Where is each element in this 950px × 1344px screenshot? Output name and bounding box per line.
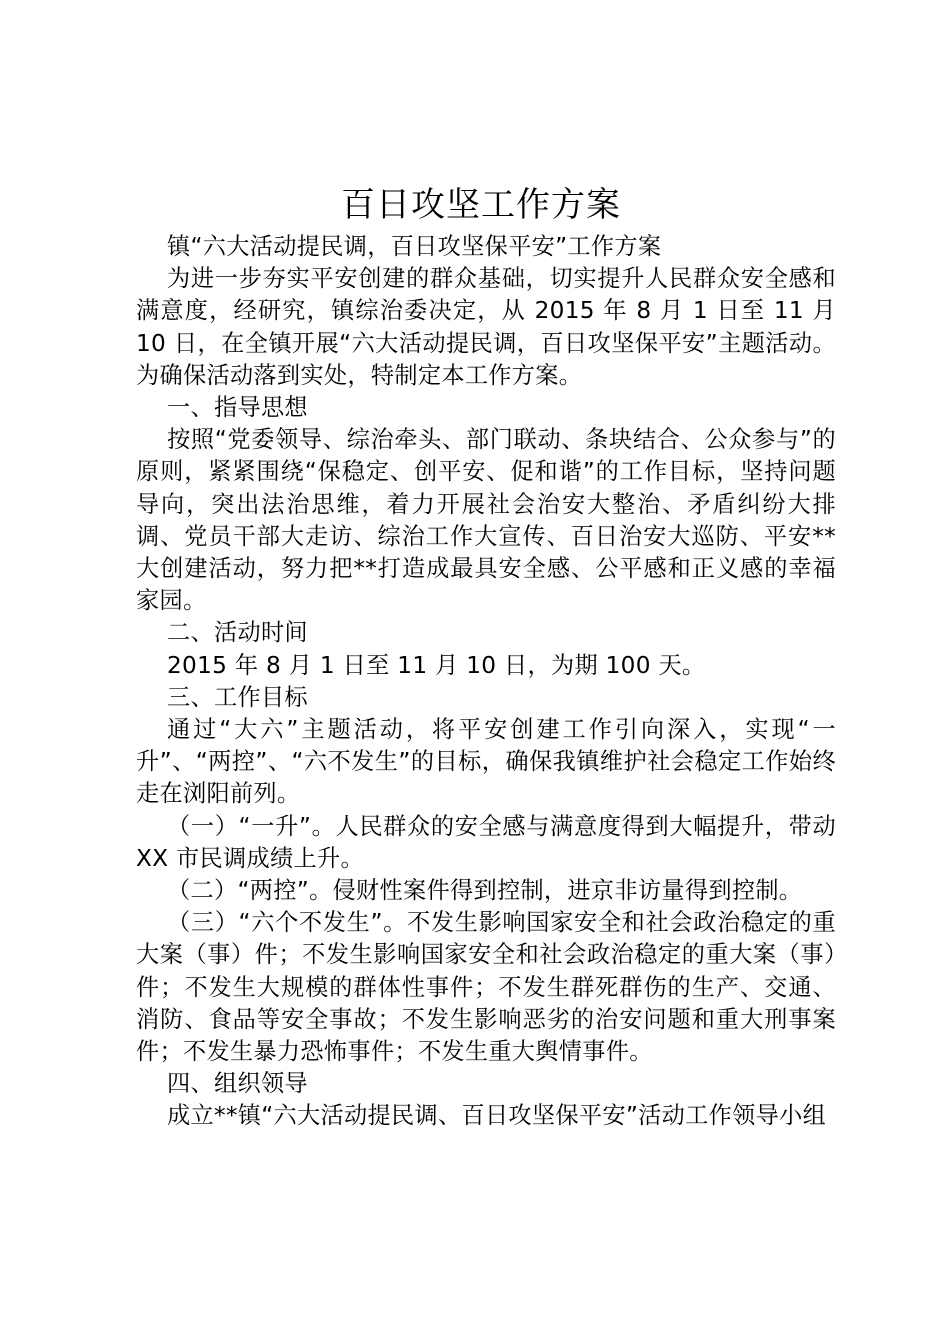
goal-item-two-controls: （二）“两控”。侵财性案件得到控制，进京非访量得到控制。 — [167, 877, 803, 905]
section-heading-activity-time: 二、活动时间 — [167, 619, 308, 647]
goal-item-six-not-occur: （三）“六个不发生”。不发生影响国家安全和社会政治稳定的重大案（事）件；不发生影响国家安全和社会政治稳定的重大案（事）件；不发生大规模的群体性事件；不发生群死群伤的生产、交通、消防、食品等安全事故；不发生影响恶劣的治安问题和重大刑事案件；不发生暴力恐怖事件；不发生重大舆情事件。 — [136, 909, 836, 1066]
section-heading-organization: 四、组织领导 — [167, 1070, 308, 1098]
activity-time-paragraph: 2015 年 8 月 1 日至 11 月 10 日，为期 100 天。 — [167, 651, 706, 679]
guiding-ideology-paragraph: 按照“党委领导、综治牵头、部门联动、条块结合、公众参与”的原则，紧紧围绕“保稳定、创平安、促和谐”的工作目标，坚持问题导向，突出法治思维，着力开展社会治安大整治、矛盾纠纷大排调、党员干部大走访、综治工作大宣传、百日治安大巡防、平安**大创建活动，努力把**打造成最具安全感、公平感和正义感的幸福家园。 — [136, 426, 836, 615]
organization-paragraph: 成立**镇“六大活动提民调、百日攻坚保平安”活动工作领导小组 — [167, 1102, 827, 1130]
plan-subtitle: 镇“六大活动提民调，百日攻坚保平安”工作方案 — [167, 233, 662, 260]
work-goals-paragraph: 通过“大六”主题活动，将平安创建工作引向深入，实现“一升”、“两控”、“六不发生”的目标，确保我镇维护社会稳定工作始终走在浏阳前列。 — [136, 716, 836, 808]
intro-paragraph: 为进一步夯实平安创建的群众基础，切实提升人民群众安全感和满意度，经研究，镇综治委决定，从 2015 年 8 月 1 日至 11 月 10 日，在全镇开展“六大活动提民调，百日攻坚保平安”主题活动。为确保活动落到实处，特制定本工作方案。 — [136, 265, 836, 389]
goal-item-one-rise: （一）“一升”。人民群众的安全感与满意度得到大幅提升，带动 XX 市民调成绩上升。 — [136, 812, 836, 872]
section-heading-work-goals: 三、工作目标 — [167, 683, 308, 711]
document-body — [136, 231, 836, 1133]
document-title: 百日攻坚工作方案 — [341, 185, 621, 225]
section-heading-guiding-ideology: 一、指导思想 — [167, 394, 308, 422]
